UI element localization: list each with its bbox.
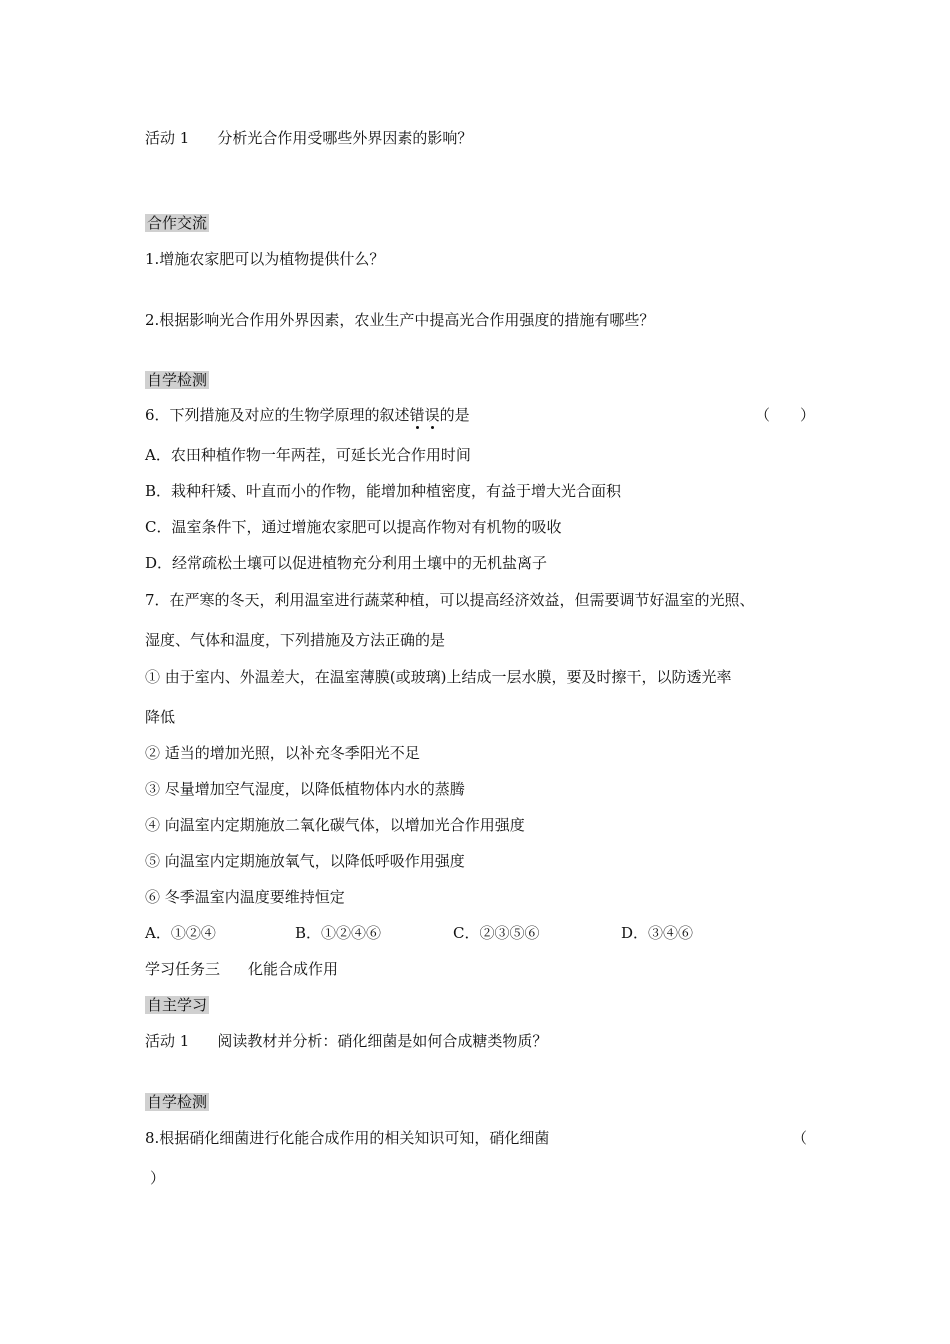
activity-1-heading xyxy=(145,128,472,148)
q8-paren-open: （ xyxy=(792,1129,808,1147)
q7-option-c: C．②③⑤⑥ xyxy=(453,924,540,942)
task-3-text: 化能合成作用 xyxy=(248,960,339,978)
q6-emphasis-1: 错 xyxy=(409,406,425,424)
q6-option-b: B．栽种秆矮、叶直而小的作物，能增加种植密度，有益于增大光合面积 xyxy=(145,482,622,500)
q7-item-4: ④ 向温室内定期施放二氧化碳气体，以增加光合作用强度 xyxy=(145,816,525,834)
q7-item-6: ⑥ 冬季温室内温度要维持恒定 xyxy=(145,888,345,906)
q6-option-a: A．农田种植作物一年两茬，可延长光合作用时间 xyxy=(145,446,471,464)
section-check-1 xyxy=(145,370,209,390)
activity-2-text: 阅读教材并分析：硝化细菌是如何合成糖类物质？ xyxy=(217,1032,548,1050)
section-check-1-label: 自学检测 xyxy=(147,371,208,389)
section-check-2-label: 自学检测 xyxy=(147,1093,208,1111)
q7-option-d: D．③④⑥ xyxy=(621,924,694,942)
section-coop xyxy=(145,213,209,233)
question-7-line-2: 湿度、气体和温度，下列措施及方法正确的是 xyxy=(145,631,446,649)
q7-option-a: A．①②④ xyxy=(145,924,216,942)
coop-question-1: 1.增施农家肥可以为植物提供什么？ xyxy=(145,250,385,268)
activity-label: 活动 1 xyxy=(145,129,190,147)
section-self-study xyxy=(145,995,209,1015)
question-6 xyxy=(145,405,470,425)
q7-item-1: ① 由于室内、外温差大，在温室薄膜(或玻璃)上结成一层水膜，要及时擦干，以防透光率 xyxy=(145,668,732,686)
section-self-study-label: 自主学习 xyxy=(147,996,208,1014)
section-check-2 xyxy=(145,1092,209,1112)
q7-item-5: ⑤ 向温室内定期施放氧气，以降低呼吸作用强度 xyxy=(145,852,465,870)
q7-options xyxy=(145,923,693,943)
q8-paren-close: ） xyxy=(150,1169,166,1187)
activity-2-heading xyxy=(145,1031,547,1051)
task-3-label: 学习任务三 xyxy=(145,960,221,978)
q7-option-b: B．①②④⑥ xyxy=(295,924,382,942)
q7-item-2: ② 适当的增加光照，以补充冬季阳光不足 xyxy=(145,744,420,762)
section-coop-label: 合作交流 xyxy=(147,214,208,232)
q6-suffix: 的是 xyxy=(439,406,470,424)
q6-option-c: C．温室条件下，通过增施农家肥可以提高作物对有机物的吸收 xyxy=(145,518,562,536)
question-7-line-1: 7．在严寒的冬天，利用温室进行蔬菜种植，可以提高经济效益，但需要调节好温室的光照、 xyxy=(145,591,755,609)
activity-2-label: 活动 1 xyxy=(145,1032,190,1050)
q6-emphasis-2: 误 xyxy=(424,406,440,424)
q6-option-d: D．经常疏松土壤可以促进植物充分利用土壤中的无机盐离子 xyxy=(145,554,548,572)
task-3-heading xyxy=(145,959,338,979)
q6-answer-paren: （ ） xyxy=(755,406,816,424)
q6-prefix: 6．下列措施及对应的生物学原理的叙述 xyxy=(145,406,410,424)
q7-item-1-cont: 降低 xyxy=(145,708,176,726)
question-8: 8.根据硝化细菌进行化能合成作用的相关知识可知，硝化细菌 xyxy=(145,1129,550,1147)
activity-text: 分析光合作用受哪些外界因素的影响？ xyxy=(217,129,473,147)
coop-question-2: 2.根据影响光合作用外界因素，农业生产中提高光合作用强度的措施有哪些？ xyxy=(145,311,655,329)
q7-item-3: ③ 尽量增加空气湿度，以降低植物体内水的蒸腾 xyxy=(145,780,465,798)
